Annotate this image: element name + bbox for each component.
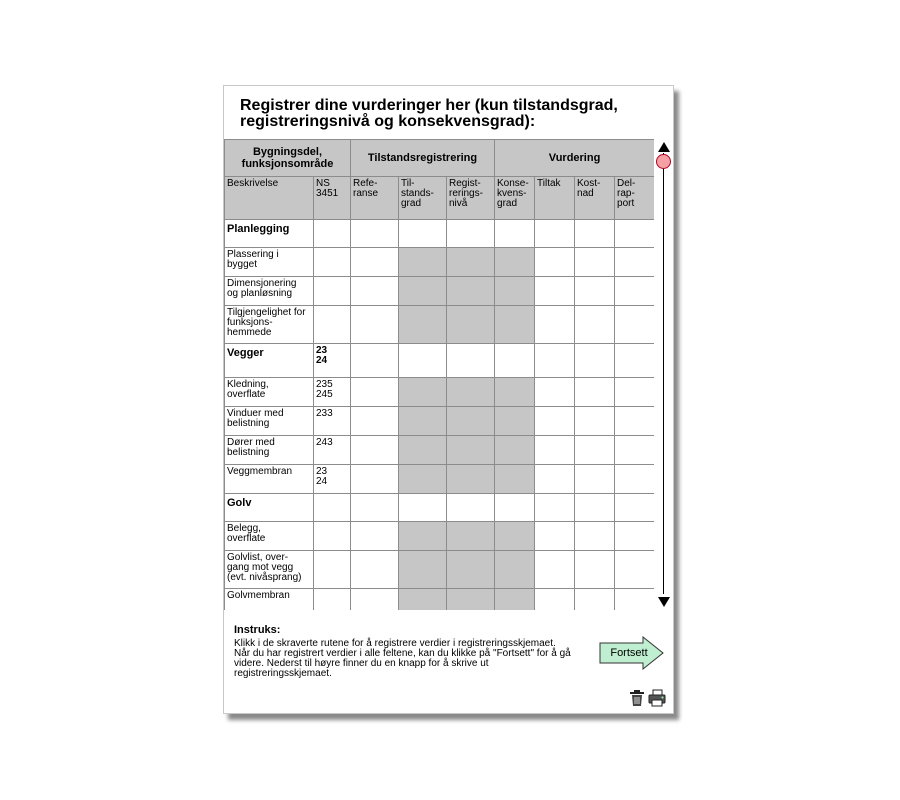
table-row-section [225, 344, 655, 378]
cell-konsekvensgrad[interactable] [495, 407, 535, 436]
table-row [225, 551, 655, 589]
next-button-label: Fortsett [610, 647, 648, 659]
table-row [225, 277, 655, 306]
cell-referanse [351, 522, 399, 551]
cell-tiltak [535, 407, 575, 436]
row-ns-code [314, 522, 351, 551]
col-header-registreringsniva: Regist- rerings- nivå [447, 177, 495, 220]
row-description: Veggmembran [225, 465, 314, 494]
col-header-ns: NS 3451 [314, 177, 351, 220]
scroll-up-arrow-icon[interactable] [658, 142, 670, 152]
cell-tiltak [535, 522, 575, 551]
cell-delrapport [615, 494, 654, 522]
row-description: Golv [225, 494, 314, 522]
cell-tiltak [535, 378, 575, 407]
cell-delrapport [615, 589, 654, 611]
registration-panel [223, 85, 674, 714]
table-row-section [225, 220, 655, 248]
cell-delrapport [615, 277, 654, 306]
row-description: Kledning, overflate [225, 378, 314, 407]
cell-tilstandsgrad[interactable] [399, 522, 447, 551]
group-header-bygningsdel: Bygningsdel, funksjonsområde [225, 140, 351, 177]
cell-registreringsniva [447, 220, 495, 248]
row-description: Golvmembran [225, 589, 314, 611]
cell-registreringsniva[interactable] [447, 551, 495, 589]
cell-kostnad [575, 494, 615, 522]
row-description: Planlegging [225, 220, 314, 248]
cell-referanse [351, 436, 399, 465]
cell-kostnad [575, 248, 615, 277]
cell-tiltak [535, 220, 575, 248]
scroll-down-arrow-icon[interactable] [658, 597, 670, 607]
cell-registreringsniva[interactable] [447, 589, 495, 611]
cell-kostnad [575, 436, 615, 465]
cell-tiltak [535, 306, 575, 344]
row-ns-code [314, 551, 351, 589]
cell-delrapport [615, 465, 654, 494]
row-ns-code [314, 248, 351, 277]
cell-referanse [351, 277, 399, 306]
cell-tilstandsgrad[interactable] [399, 407, 447, 436]
cell-kostnad [575, 589, 615, 611]
page-title: Registrer dine vurderinger her (kun tilstandsgrad, registreringsnivå og konsekvensgrad): [240, 97, 618, 130]
row-ns-code [314, 494, 351, 522]
cell-kostnad [575, 378, 615, 407]
group-header-tilstand: Tilstandsregistrering [351, 140, 495, 177]
col-header-beskrivelse: Beskrivelse [225, 177, 314, 220]
cell-delrapport [615, 436, 654, 465]
cell-registreringsniva[interactable] [447, 465, 495, 494]
group-header-vurdering: Vurdering [495, 140, 654, 177]
row-ns-code [314, 589, 351, 611]
row-description: Belegg, overflate [225, 522, 314, 551]
cell-konsekvensgrad [495, 494, 535, 522]
table-row [225, 436, 655, 465]
cell-tilstandsgrad[interactable] [399, 306, 447, 344]
table-row [225, 378, 655, 407]
table-row-section [225, 494, 655, 522]
cell-tilstandsgrad [399, 494, 447, 522]
col-header-kostnad: Kost- nad [575, 177, 615, 220]
vertical-scrollbar[interactable] [655, 139, 672, 610]
cell-tilstandsgrad[interactable] [399, 378, 447, 407]
cell-kostnad [575, 220, 615, 248]
cell-registreringsniva[interactable] [447, 277, 495, 306]
row-description: Dimensjonering og planløsning [225, 277, 314, 306]
cell-delrapport [615, 551, 654, 589]
col-header-konsekvensgrad: Konse- kvens- grad [495, 177, 535, 220]
cell-tilstandsgrad[interactable] [399, 465, 447, 494]
cell-referanse [351, 407, 399, 436]
cell-delrapport [615, 378, 654, 407]
row-description: Dører med belistning [225, 436, 314, 465]
cell-referanse [351, 589, 399, 611]
cell-tiltak [535, 589, 575, 611]
row-ns-code [314, 277, 351, 306]
row-ns-code: 235 245 [314, 378, 351, 407]
row-description: Tilgjengelighet for funksjons- hemmede [225, 306, 314, 344]
cell-konsekvensgrad[interactable] [495, 277, 535, 306]
cell-kostnad [575, 306, 615, 344]
instructions-title: Instruks: [234, 624, 281, 636]
next-button[interactable] [599, 636, 665, 670]
printer-icon[interactable] [648, 689, 666, 707]
row-ns-code [314, 306, 351, 344]
cell-konsekvensgrad [495, 220, 535, 248]
cell-referanse [351, 248, 399, 277]
cell-delrapport [615, 220, 654, 248]
cell-referanse [351, 494, 399, 522]
cell-konsekvensgrad[interactable] [495, 306, 535, 344]
cell-tilstandsgrad[interactable] [399, 277, 447, 306]
cell-konsekvensgrad[interactable] [495, 589, 535, 611]
cell-delrapport [615, 407, 654, 436]
cell-registreringsniva [447, 344, 495, 378]
cell-kostnad [575, 407, 615, 436]
cell-delrapport [615, 248, 654, 277]
table-row [225, 306, 655, 344]
cell-referanse [351, 306, 399, 344]
table-row [225, 407, 655, 436]
cell-registreringsniva[interactable] [447, 407, 495, 436]
cell-registreringsniva[interactable] [447, 378, 495, 407]
registration-table [224, 139, 654, 610]
col-header-tiltak: Tiltak [535, 177, 575, 220]
cell-delrapport [615, 344, 654, 378]
cell-tiltak [535, 465, 575, 494]
cell-delrapport [615, 306, 654, 344]
cell-referanse [351, 344, 399, 378]
cell-kostnad [575, 344, 615, 378]
table-row [225, 465, 655, 494]
cell-registreringsniva[interactable] [447, 436, 495, 465]
cell-tilstandsgrad[interactable] [399, 551, 447, 589]
cell-tiltak [535, 248, 575, 277]
row-description: Vinduer med belistning [225, 407, 314, 436]
scrollbar-track[interactable] [663, 153, 664, 594]
cell-konsekvensgrad[interactable] [495, 248, 535, 277]
cell-konsekvensgrad[interactable] [495, 551, 535, 589]
table-row [225, 589, 655, 611]
trash-icon[interactable] [628, 689, 646, 707]
cell-tilstandsgrad[interactable] [399, 436, 447, 465]
row-ns-code: 23 24 [314, 465, 351, 494]
cell-kostnad [575, 551, 615, 589]
cell-tilstandsgrad [399, 220, 447, 248]
row-ns-code: 23 24 [314, 344, 351, 378]
cell-registreringsniva [447, 494, 495, 522]
cell-kostnad [575, 277, 615, 306]
col-header-referanse: Refe- ranse [351, 177, 399, 220]
cell-tilstandsgrad[interactable] [399, 589, 447, 611]
cell-registreringsniva[interactable] [447, 522, 495, 551]
cell-tiltak [535, 277, 575, 306]
cell-referanse [351, 378, 399, 407]
cell-konsekvensgrad[interactable] [495, 465, 535, 494]
cell-tilstandsgrad [399, 344, 447, 378]
row-description: Vegger [225, 344, 314, 378]
row-ns-code: 243 [314, 436, 351, 465]
row-description: Plassering i bygget [225, 248, 314, 277]
cell-referanse [351, 551, 399, 589]
cell-konsekvensgrad[interactable] [495, 378, 535, 407]
col-header-delrapport: Del- rap- port [615, 177, 654, 220]
col-header-tilstandsgrad: Til- stands- grad [399, 177, 447, 220]
cell-konsekvensgrad [495, 344, 535, 378]
row-ns-code [314, 220, 351, 248]
cell-konsekvensgrad[interactable] [495, 436, 535, 465]
cell-referanse [351, 465, 399, 494]
row-ns-code: 233 [314, 407, 351, 436]
table-row [225, 522, 655, 551]
table-row [225, 248, 655, 277]
cell-tiltak [535, 551, 575, 589]
cell-tiltak [535, 344, 575, 378]
cell-tilstandsgrad[interactable] [399, 248, 447, 277]
cell-kostnad [575, 522, 615, 551]
cell-registreringsniva[interactable] [447, 306, 495, 344]
cell-delrapport [615, 522, 654, 551]
cell-tiltak [535, 436, 575, 465]
scrollbar-thumb[interactable] [656, 154, 671, 169]
cell-tiltak [535, 494, 575, 522]
cell-registreringsniva[interactable] [447, 248, 495, 277]
row-description: Golvlist, over- gang mot vegg (evt. nivåsprang) [225, 551, 314, 589]
cell-kostnad [575, 465, 615, 494]
instructions-text: Klikk i de skraverte rutene for å registrere verdier i registreringsskjemaet. Når du har registrert verdier i alle feltene, kan du klikke på "Fortsett" for å gå videre. Nederst til høyre finner du en knapp for å skrive ut registreringsskjemaet. [234, 638, 571, 679]
cell-konsekvensgrad[interactable] [495, 522, 535, 551]
cell-referanse [351, 220, 399, 248]
